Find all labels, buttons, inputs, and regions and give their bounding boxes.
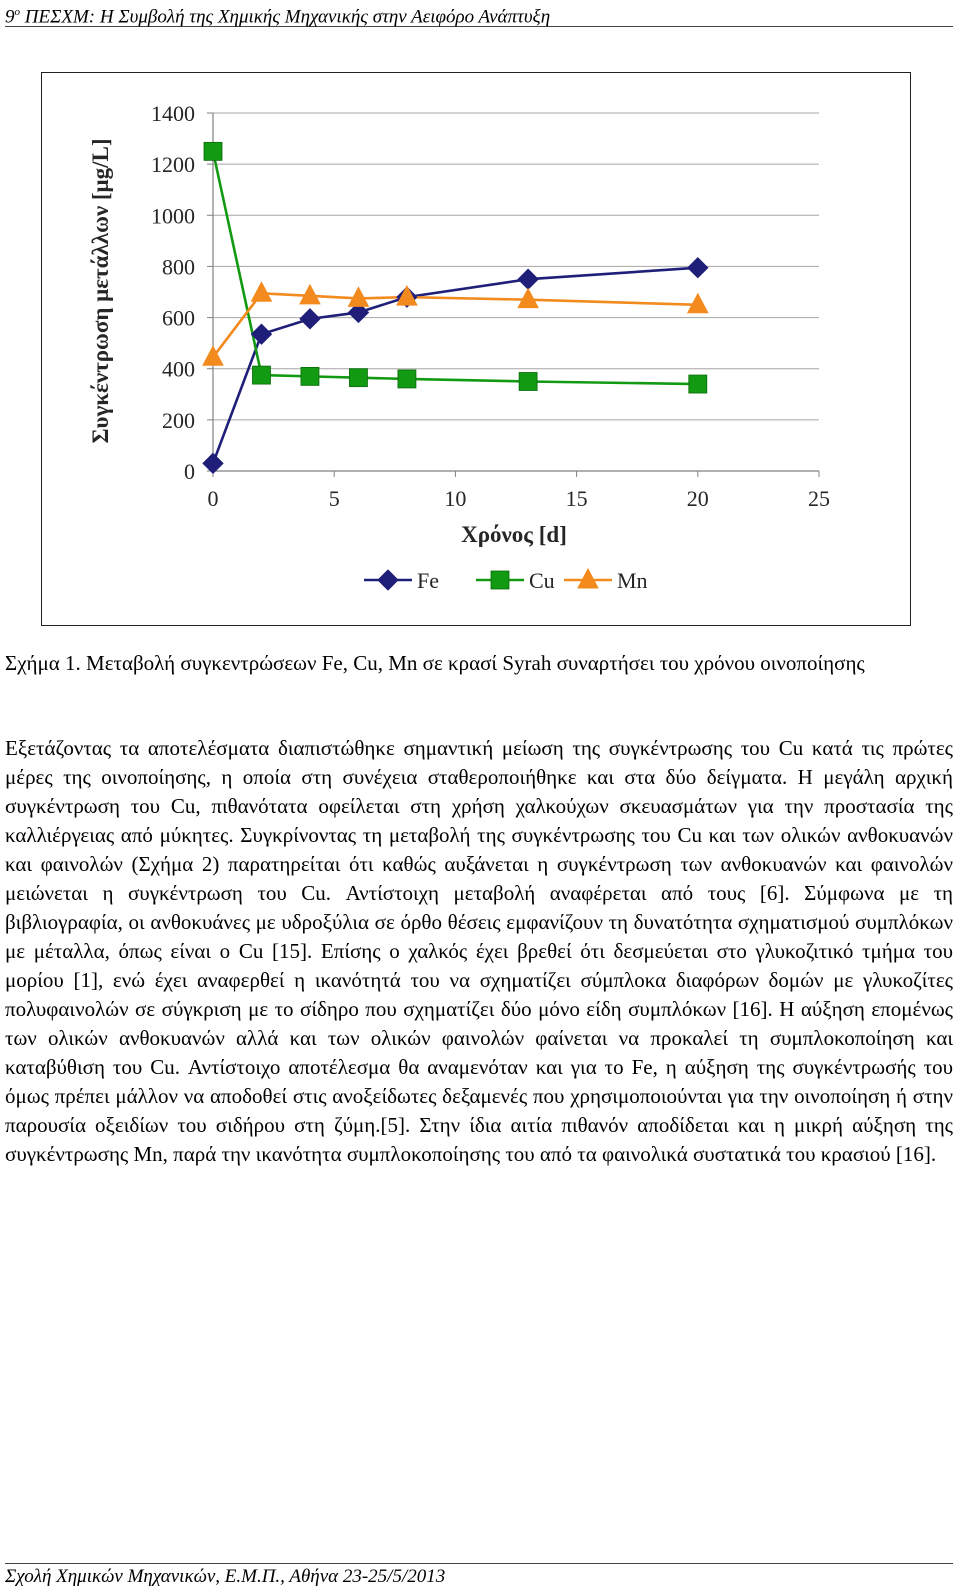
data-point-fe [688, 258, 708, 278]
x-tick-label: 20 [686, 486, 709, 511]
body-paragraph: Εξετάζοντας τα αποτελέσματα διαπιστώθηκε σημαντική μείωση της συγκέντρωσης του Cu κατά τις πρώτες μέρες της οινοποίησης, η οποία στη συνέχεια σταθεροποιήθηκε και στα δύο δείγματα. Η μεγάλη αρχική συγκέντρωση του Cu, πιθανότατα οφείλεται στη χρήση χαλκούχων σκευασμάτων για την προστασία της καλλιέργειας από μύκητες. Συγκρίνοντας τη μεταβολή της συγκέντρωσης του Cu και των ολικών ανθοκυανών και φαινολών (Σχήμα 2) παρατηρείται ότι καθώς αυξάνεται η συγκέντρωση των ανθοκυανών και φαινολών μειώνεται η συγκέντρωση του Cu. Αντίστοιχη μεταβολή αναφέρεται από τους [6]. Σύμφωνα με τη βιβλιογραφία, οι ανθοκυάνες με υδροξύλια σε όρθο θέσεις εμφανίζουν τη δυνατότητα σχηματισμού συμπλόκων με μέταλλα, όπως είναι ο Cu [15]. Επίσης ο χαλκός έχει βρεθεί ότι δεσμεύεται στο γλυκοζιτικό τμήμα του μορίου [1], ενώ έχει αναφερθεί η ικανότητά του να σχηματίζει σύμπλοκα διαφόρων δομών με γλυκοζίτες πολυφαινολών σε σύγκριση με το σίδηρο που σχηματίζει δύο μόνο είδη συμπλόκων [16]. Η αύξηση επομένως των ολικών ανθοκυανών αλλά και των ολικών φαινολών φαίνεται να προκαλεί τη συμπλοκοποίηση και καταβύθιση του Cu. Αντίστοιχο αποτέλεσμα θα αναμενόταν και για το Fe, η αύξηση της συγκέντρωσής του όμως πρέπει μάλλον να αποδοθεί στις ανοξείδωτες δεξαμενές που χρησιμοποιούνται για την οινοποίηση ή στην παρουσία οξειδίων του σιδήρου στη ζύμη.[5]. Στην ίδια αιτία πιθανόν αποδίδεται και η μικρή αύξηση της συγκέντρωσης Mn, παρά την ικανότητα συμπλοκοποίησης του από τα φαινολικά συστατικά του κρασιού [16]. [5, 736, 953, 1166]
y-tick-label: 1000 [151, 203, 195, 229]
x-tick-label: 15 [565, 486, 588, 511]
x-tick-label: 5 [328, 486, 340, 511]
page-footer: Σχολή Χημικών Μηχανικών, Ε.Μ.Π., Αθήνα 23-25/5/2013 [5, 1563, 953, 1590]
y-tick-label: 600 [162, 305, 195, 331]
data-point-mn [518, 289, 538, 308]
y-axis-label: Συγκέντρωση μετάλλων [μg/L] [88, 138, 113, 444]
series-line-cu [213, 151, 698, 384]
x-tick-label: 10 [444, 486, 467, 511]
data-point-cu [349, 369, 367, 387]
data-point-cu [398, 370, 416, 388]
legend-label-cu: Cu [529, 568, 555, 593]
chart-markers [203, 142, 708, 473]
ordinal-superscript: ο [14, 6, 20, 18]
data-point-cu [689, 375, 707, 393]
x-tick-label: 0 [207, 486, 219, 511]
chart-series-lines [213, 151, 698, 463]
y-tick-label: 1200 [151, 152, 195, 178]
figure-caption: Σχήμα 1. Μεταβολή συγκεντρώσεων Fe, Cu, Mn σε κρασί Syrah συναρτήσει του χρόνου οινοποίησης [5, 651, 865, 675]
y-tick-label: 1400 [151, 101, 195, 126]
figure-frame [41, 72, 911, 626]
x-axis-label: Χρόνος [d] [461, 522, 567, 547]
chart-legend [364, 568, 648, 593]
page-header [5, 0, 953, 27]
y-tick-label: 800 [162, 254, 195, 280]
legend-marker-mn [578, 569, 598, 588]
y-tick-label: 200 [162, 407, 195, 433]
y-tick-label: 0 [184, 459, 195, 484]
y-tick-label: 400 [162, 356, 195, 382]
data-point-cu [252, 366, 270, 384]
conference-number: 9 [5, 6, 15, 28]
data-point-cu [204, 142, 222, 160]
legend-marker-cu [491, 571, 509, 589]
x-tick-label: 25 [808, 486, 830, 511]
data-point-mn [251, 282, 271, 301]
legend-marker-fe [378, 570, 398, 590]
legend-label-fe: Fe [417, 568, 439, 593]
data-point-fe [203, 453, 223, 473]
data-point-fe [300, 309, 320, 329]
conference-title: ΠΕΣΧΜ: Η Συμβολή της Χημικής Μηχανικής στην Αειφόρο Ανάπτυξη [20, 6, 551, 28]
data-point-cu [301, 367, 319, 385]
legend-label-mn: Mn [617, 568, 648, 593]
data-point-cu [519, 373, 537, 391]
data-point-fe [518, 269, 538, 289]
metal-concentration-chart [42, 73, 912, 627]
